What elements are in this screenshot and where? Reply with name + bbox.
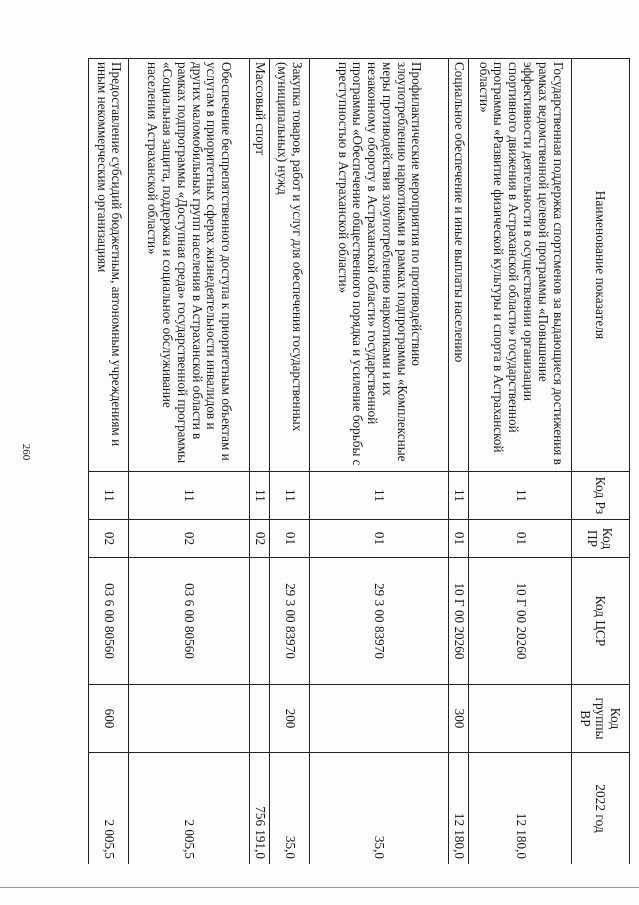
row-csr	[249, 558, 269, 685]
row-pr: 01	[309, 520, 448, 558]
row-csr: 03 6 00 80560	[129, 558, 249, 685]
table-row	[469, 59, 572, 865]
table-row	[309, 59, 448, 865]
table-row	[89, 59, 129, 865]
table-row	[269, 59, 309, 865]
row-year: 12 180,0	[449, 753, 469, 865]
row-rz: 11	[89, 472, 129, 520]
row-name: Профилактические мероприятия по противодействию злоупотреблению наркотиками в рамках подпрограммы «Комплексные меры противодействия злоупотреблению наркотиками и их незаконному обороту в Астраханской области» государственной программы «Обеспечение общественного порядка и усиление борьбы с преступностью в Астраханской области»	[309, 59, 448, 472]
table-header-row	[572, 59, 630, 865]
row-year: 12 180,0	[469, 753, 572, 865]
row-year: 35,0	[269, 753, 309, 865]
row-csr: 10 Г 00 20260	[469, 558, 572, 685]
row-name: Закупка товаров, работ и услуг для обеспечения государственных (муниципальных) нужд	[269, 59, 309, 472]
row-pr: 01	[449, 520, 469, 558]
page-number: 260	[20, 443, 32, 461]
row-vr	[469, 685, 572, 753]
row-vr: 300	[449, 685, 469, 753]
row-csr: 29 3 00 83970	[309, 558, 448, 685]
budget-table	[88, 58, 630, 864]
row-name: Предоставление субсидий бюджетным, автономным учреждениям и иным некоммерческим организациям	[89, 59, 129, 472]
header-pr: Код ПР	[572, 520, 630, 558]
row-rz: 11	[129, 472, 249, 520]
row-vr	[309, 685, 448, 753]
row-csr: 03 6 00 80560	[89, 558, 129, 685]
row-rz: 11	[469, 472, 572, 520]
row-rz: 11	[309, 472, 448, 520]
row-pr: 01	[269, 520, 309, 558]
row-csr: 10 Г 00 20260	[449, 558, 469, 685]
row-name: Государственная поддержка спортсменов за выдающиеся достижения в рамках ведомственной целевой программы «Повышение эффективности деятельности в осуществлении организации спортивного движения в Астраханской области» государственной программы «Развитие физической культуры и спорта в Астраханской области»	[469, 59, 572, 472]
row-year: 2 005,5	[129, 753, 249, 865]
row-vr: 600	[89, 685, 129, 753]
row-name: Массовый спорт	[249, 59, 269, 472]
header-rz: Код Рз	[572, 472, 630, 520]
header-year: 2022 год	[572, 753, 630, 865]
header-name: Наименование показателя	[572, 59, 630, 472]
rotated-table-wrapper	[88, 58, 630, 864]
row-name: Социальное обеспечение и иные выплаты населению	[449, 59, 469, 472]
header-csr: Код ЦСР	[572, 558, 630, 685]
row-vr: 200	[269, 685, 309, 753]
row-rz: 11	[249, 472, 269, 520]
table-row	[449, 59, 469, 865]
row-pr: 01	[469, 520, 572, 558]
row-pr: 02	[89, 520, 129, 558]
row-rz: 11	[449, 472, 469, 520]
row-vr	[249, 685, 269, 753]
row-pr: 02	[249, 520, 269, 558]
header-vr: Код группы ВР	[572, 685, 630, 753]
row-pr: 02	[129, 520, 249, 558]
row-name: Обеспечение беспрепятственного доступа к приоритетным объектам и услугам в приоритетных сферах жизнедеятельности инвалидов и других маломобильных групп населения в Астраханской области в рамках подпрограммы «Доступная среда» государственной программы «Социальная защита, поддержка и социальное обслуживание населения Астраханской области»	[129, 59, 249, 472]
row-year: 2 005,5	[89, 753, 129, 865]
table-row	[249, 59, 269, 865]
row-year: 35,0	[309, 753, 448, 865]
row-year: 756 191,0	[249, 753, 269, 865]
table-row	[129, 59, 249, 865]
row-vr	[129, 685, 249, 753]
row-csr: 29 3 00 83970	[269, 558, 309, 685]
row-rz: 11	[269, 472, 309, 520]
page-bottom-rule	[0, 887, 639, 888]
